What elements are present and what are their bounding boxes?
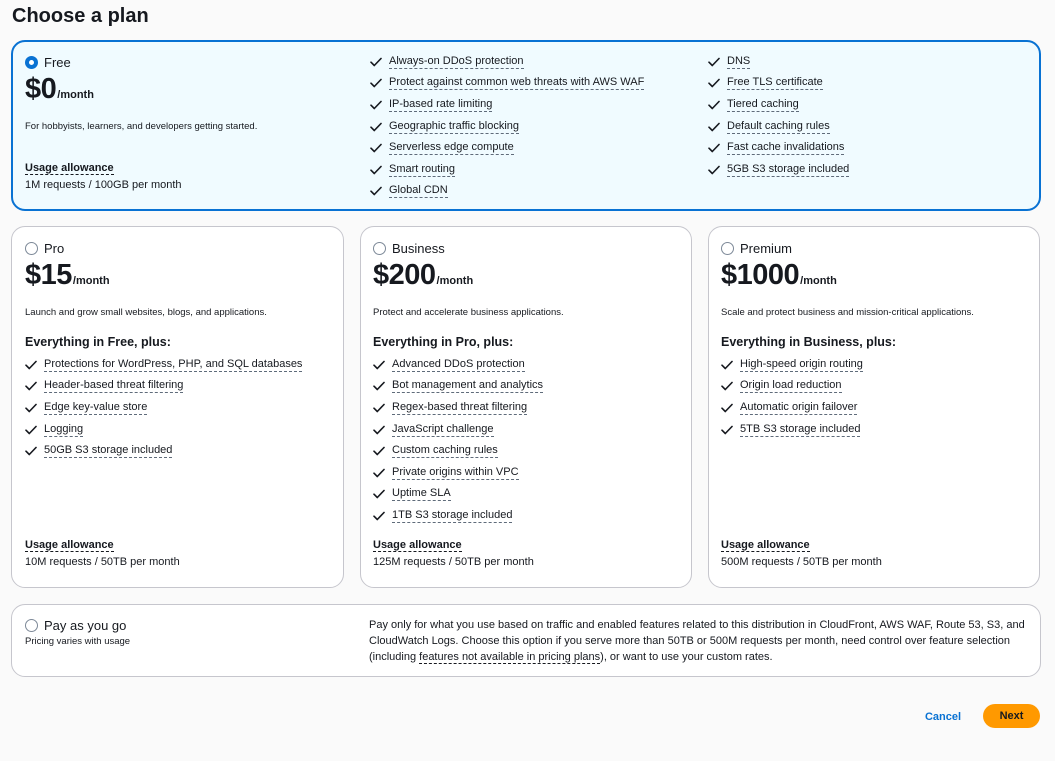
- price-unit: /month: [57, 89, 94, 101]
- check-icon: [373, 360, 385, 370]
- feature-label[interactable]: Protections for WordPress, PHP, and SQL databases: [44, 358, 302, 372]
- feature-item: [721, 419, 863, 441]
- feature-label[interactable]: Advanced DDoS protection: [392, 358, 525, 372]
- feature-label[interactable]: JavaScript challenge: [392, 423, 494, 437]
- feature-item: [373, 505, 543, 527]
- feature-item: [25, 440, 302, 462]
- plan-name: Premium: [740, 241, 793, 256]
- feature-label[interactable]: Serverless edge compute: [389, 141, 514, 155]
- plan-description: Scale and protect business and mission-critical applications.: [721, 307, 974, 318]
- feature-item: [370, 94, 644, 116]
- plan-plus-heading: Everything in Free, plus:: [25, 335, 171, 349]
- feature-item: [708, 94, 849, 116]
- plan-card-business[interactable]: [360, 226, 692, 588]
- pay-as-you-go-description: [369, 617, 1039, 665]
- usage-allowance-value: 125M requests / 50TB per month: [373, 556, 534, 568]
- feature-item: [373, 484, 543, 506]
- feature-item: [708, 116, 849, 138]
- check-icon: [708, 57, 720, 67]
- feature-item: [708, 73, 849, 95]
- usage-allowance-label: Usage allowance: [25, 162, 114, 174]
- feature-label[interactable]: 50GB S3 storage included: [44, 444, 172, 458]
- check-icon: [370, 165, 382, 175]
- check-icon: [25, 360, 37, 370]
- feature-item: [708, 51, 849, 73]
- feature-label[interactable]: Uptime SLA: [392, 487, 451, 501]
- check-icon: [721, 403, 733, 413]
- check-icon: [25, 403, 37, 413]
- feature-item: [25, 354, 302, 376]
- feature-item: [373, 462, 543, 484]
- plan-radio-business[interactable]: [373, 241, 445, 256]
- feature-label[interactable]: Free TLS certificate: [727, 76, 823, 90]
- feature-item: [721, 376, 863, 398]
- price-amount: $1000: [721, 259, 800, 291]
- plan-card-pro[interactable]: [11, 226, 344, 588]
- feature-label[interactable]: Protect against common web threats with AWS WAF: [389, 76, 644, 90]
- cancel-button[interactable]: Cancel: [914, 706, 972, 728]
- feature-item: [373, 354, 543, 376]
- feature-label[interactable]: Edge key-value store: [44, 401, 147, 415]
- description-text-end: ), or want to use your custom rates.: [600, 651, 773, 663]
- feature-list-col2: [708, 51, 849, 181]
- feature-item: [370, 181, 644, 203]
- check-icon: [373, 511, 385, 521]
- price-unit: /month: [72, 275, 110, 287]
- plan-description: Protect and accelerate business applications.: [373, 307, 564, 318]
- check-icon: [708, 122, 720, 132]
- check-icon: [25, 446, 37, 456]
- price-amount: $15: [25, 259, 72, 291]
- check-icon: [370, 122, 382, 132]
- price-amount: $0: [25, 73, 57, 105]
- feature-item: [708, 137, 849, 159]
- feature-label[interactable]: High-speed origin routing: [740, 358, 863, 372]
- feature-item: [721, 397, 863, 419]
- plan-price: [373, 259, 473, 292]
- check-icon: [373, 446, 385, 456]
- feature-item: [373, 397, 543, 419]
- check-icon: [370, 57, 382, 67]
- radio-button[interactable]: [373, 242, 386, 255]
- price-amount: $200: [373, 259, 436, 291]
- feature-label[interactable]: Regex-based threat filtering: [392, 401, 527, 415]
- check-icon: [373, 468, 385, 478]
- plan-plus-heading: Everything in Business, plus:: [721, 335, 897, 349]
- feature-label[interactable]: Geographic traffic blocking: [389, 120, 519, 134]
- next-button[interactable]: Next: [983, 704, 1040, 728]
- check-icon: [370, 186, 382, 196]
- radio-button[interactable]: [25, 242, 38, 255]
- feature-item: [370, 137, 644, 159]
- feature-label[interactable]: Origin load reduction: [740, 379, 842, 393]
- feature-item: [370, 116, 644, 138]
- check-icon: [708, 165, 720, 175]
- check-icon: [708, 78, 720, 88]
- feature-label[interactable]: Logging: [44, 423, 83, 437]
- feature-item: [373, 376, 543, 398]
- price-unit: /month: [436, 275, 474, 287]
- feature-label[interactable]: 1TB S3 storage included: [392, 509, 512, 523]
- feature-list: [373, 354, 543, 527]
- feature-label[interactable]: Default caching rules: [727, 120, 830, 134]
- plan-price: [25, 73, 94, 106]
- plan-description: For hobbyists, learners, and developers getting started.: [25, 121, 258, 132]
- plan-radio-free[interactable]: [25, 55, 71, 70]
- plan-card-pay-as-you-go[interactable]: [11, 604, 1041, 677]
- page-title: Choose a plan: [12, 5, 149, 27]
- plan-card-premium[interactable]: [708, 226, 1040, 588]
- description-text: Pay only for what you use based on traffic and enabled features related to this distribution in CloudFront, AWS WAF, Route 53, S3, and CloudWatch Logs. Choose this option if you serve more than 50TB or 500M requests per month, need control over feature selection (including: [369, 619, 1025, 663]
- check-icon: [373, 425, 385, 435]
- plan-name: Pro: [44, 241, 65, 256]
- feature-label[interactable]: Global CDN: [389, 184, 448, 198]
- feature-label[interactable]: Header-based threat filtering: [44, 379, 183, 393]
- plan-price: [721, 259, 837, 292]
- check-icon: [373, 381, 385, 391]
- feature-label[interactable]: Bot management and analytics: [392, 379, 543, 393]
- check-icon: [721, 360, 733, 370]
- feature-item: [25, 376, 302, 398]
- check-icon: [373, 403, 385, 413]
- usage-allowance-value: 1M requests / 100GB per month: [25, 179, 182, 191]
- feature-item: [721, 354, 863, 376]
- feature-label[interactable]: Custom caching rules: [392, 444, 498, 458]
- feature-item: [25, 397, 302, 419]
- plan-name: Pay as you go: [44, 618, 127, 633]
- feature-item: [373, 419, 543, 441]
- feature-label[interactable]: IP-based rate limiting: [389, 98, 492, 112]
- feature-item: [370, 159, 644, 181]
- feature-label[interactable]: Always-on DDoS protection: [389, 55, 524, 69]
- check-icon: [721, 425, 733, 435]
- radio-button-checked[interactable]: [25, 56, 38, 69]
- features-not-available-link[interactable]: features not available in pricing plans: [419, 651, 601, 663]
- feature-label[interactable]: Private origins within VPC: [392, 466, 519, 480]
- feature-item: [373, 440, 543, 462]
- plan-price: [25, 259, 110, 292]
- usage-allowance-label: Usage allowance: [721, 539, 810, 551]
- check-icon: [370, 143, 382, 153]
- feature-item: [25, 419, 302, 441]
- radio-button[interactable]: [25, 619, 38, 632]
- plan-card-free[interactable]: [11, 40, 1041, 211]
- radio-button[interactable]: [721, 242, 734, 255]
- feature-list: [25, 354, 302, 462]
- feature-label[interactable]: Smart routing: [389, 163, 455, 177]
- usage-allowance-label: Usage allowance: [373, 539, 462, 551]
- feature-item: [708, 159, 849, 181]
- price-unit: /month: [800, 275, 837, 287]
- feature-item: [370, 51, 644, 73]
- check-icon: [25, 381, 37, 391]
- feature-label[interactable]: 5TB S3 storage included: [740, 423, 860, 437]
- usage-allowance-label: Usage allowance: [25, 539, 114, 551]
- plan-subtitle: Pricing varies with usage: [25, 636, 131, 647]
- feature-label[interactable]: DNS: [727, 55, 750, 69]
- plan-name: Free: [44, 55, 71, 70]
- check-icon: [708, 143, 720, 153]
- check-icon: [370, 78, 382, 88]
- feature-label[interactable]: Tiered caching: [727, 98, 799, 112]
- feature-label[interactable]: Fast cache invalidations: [727, 141, 844, 155]
- feature-label[interactable]: Automatic origin failover: [740, 401, 857, 415]
- check-icon: [370, 100, 382, 110]
- check-icon: [25, 425, 37, 435]
- feature-list: [721, 354, 863, 440]
- usage-allowance-value: 10M requests / 50TB per month: [25, 556, 180, 568]
- feature-item: [370, 73, 644, 95]
- plan-plus-heading: Everything in Pro, plus:: [373, 335, 514, 349]
- plan-name: Business: [392, 241, 445, 256]
- check-icon: [721, 381, 733, 391]
- check-icon: [373, 489, 385, 499]
- feature-list-col1: [370, 51, 644, 202]
- usage-allowance-value: 500M requests / 50TB per month: [721, 556, 882, 568]
- plan-radio-pay-as-you-go[interactable]: [25, 618, 126, 633]
- plan-description: Launch and grow small websites, blogs, and applications.: [25, 307, 267, 318]
- plan-radio-pro[interactable]: [25, 241, 64, 256]
- plan-radio-premium[interactable]: [721, 241, 792, 256]
- check-icon: [708, 100, 720, 110]
- feature-label[interactable]: 5GB S3 storage included: [727, 163, 849, 177]
